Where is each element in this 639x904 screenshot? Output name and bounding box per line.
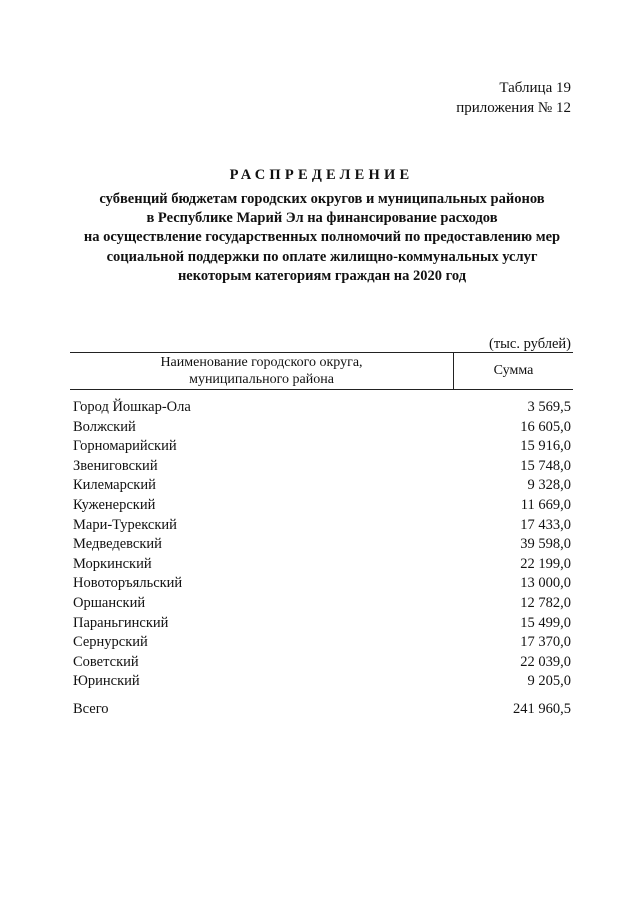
header-name-column bbox=[70, 353, 454, 389]
table-reference bbox=[456, 78, 571, 118]
document-title: РАСПРЕДЕЛЕНИЕ bbox=[229, 167, 414, 183]
table-row bbox=[73, 418, 571, 438]
table-header bbox=[70, 352, 573, 390]
table-body bbox=[73, 398, 571, 692]
table-row bbox=[73, 476, 571, 496]
district-sum: 3 569,5 bbox=[527, 399, 571, 415]
total-value: 241 960,5 bbox=[513, 701, 571, 717]
district-name: Новоторъяльский bbox=[73, 575, 183, 592]
district-name: Оршанский bbox=[73, 594, 146, 611]
table-row bbox=[73, 437, 571, 457]
district-name: Волжский bbox=[73, 418, 136, 435]
district-sum: 11 669,0 bbox=[520, 496, 571, 513]
district-sum: 15 748,0 bbox=[520, 457, 571, 474]
district-name: Медведевский bbox=[73, 536, 162, 553]
district-sum: 22 199,0 bbox=[520, 555, 571, 572]
subtitle-line: социальной поддержки по оплате жилищно-коммунальных услуг bbox=[106, 248, 538, 265]
subtitle-line: в Республике Марий Эл на финансирование расходов bbox=[146, 210, 498, 227]
document-subtitle bbox=[70, 190, 574, 286]
district-name: Город Йошкар-Ола bbox=[73, 399, 191, 415]
district-sum: 15 916,0 bbox=[520, 438, 571, 455]
district-sum: 39 598,0 bbox=[520, 536, 571, 553]
table-row bbox=[73, 574, 571, 594]
table-row bbox=[73, 457, 571, 477]
district-sum: 17 370,0 bbox=[520, 634, 571, 651]
district-name: Килемарский bbox=[73, 477, 156, 494]
header-name-line: муниципального района bbox=[189, 371, 334, 387]
district-name: Параньгинский bbox=[73, 614, 169, 631]
total-label: Всего bbox=[73, 701, 109, 717]
table-row bbox=[73, 535, 571, 555]
header-name-line: Наименование городского округа, bbox=[160, 355, 363, 370]
district-sum: 9 205,0 bbox=[527, 673, 571, 690]
district-sum: 22 039,0 bbox=[520, 653, 571, 670]
total-row bbox=[73, 700, 571, 720]
district-sum: 15 499,0 bbox=[520, 614, 571, 631]
table-row bbox=[73, 594, 571, 614]
district-sum: 16 605,0 bbox=[520, 418, 571, 435]
table-row bbox=[73, 398, 571, 418]
district-sum: 17 433,0 bbox=[520, 516, 571, 533]
district-name: Моркинский bbox=[73, 555, 152, 572]
district-name: Куженерский bbox=[73, 496, 156, 513]
district-name: Мари-Турекский bbox=[73, 516, 177, 533]
table-row bbox=[73, 555, 571, 575]
subtitle-line: некоторым категориям граждан на 2020 год bbox=[177, 267, 467, 284]
subtitle-line: субвенций бюджетам городских округов и муниципальных районов bbox=[99, 191, 545, 207]
table-number: Таблица 19 bbox=[499, 80, 571, 96]
district-name: Звениговский bbox=[73, 457, 158, 474]
table-row bbox=[73, 496, 571, 516]
table-row bbox=[73, 633, 571, 653]
district-sum: 9 328,0 bbox=[527, 477, 571, 494]
table-row bbox=[73, 672, 571, 692]
unit-label: (тыс. рублей) bbox=[489, 336, 571, 352]
header-sum-column: Сумма bbox=[493, 363, 534, 378]
district-name: Горномарийский bbox=[73, 438, 177, 455]
district-name: Юринский bbox=[73, 673, 140, 690]
appendix-number: приложения № 12 bbox=[456, 100, 571, 116]
table-row bbox=[73, 516, 571, 536]
table-row bbox=[73, 614, 571, 634]
district-sum: 13 000,0 bbox=[520, 575, 571, 592]
district-name: Сернурский bbox=[73, 634, 148, 651]
district-name: Советский bbox=[73, 653, 139, 670]
district-sum: 12 782,0 bbox=[520, 594, 571, 611]
table-row bbox=[73, 653, 571, 673]
subtitle-line: на осуществление государственных полномочий по предоставлению мер bbox=[83, 229, 561, 246]
